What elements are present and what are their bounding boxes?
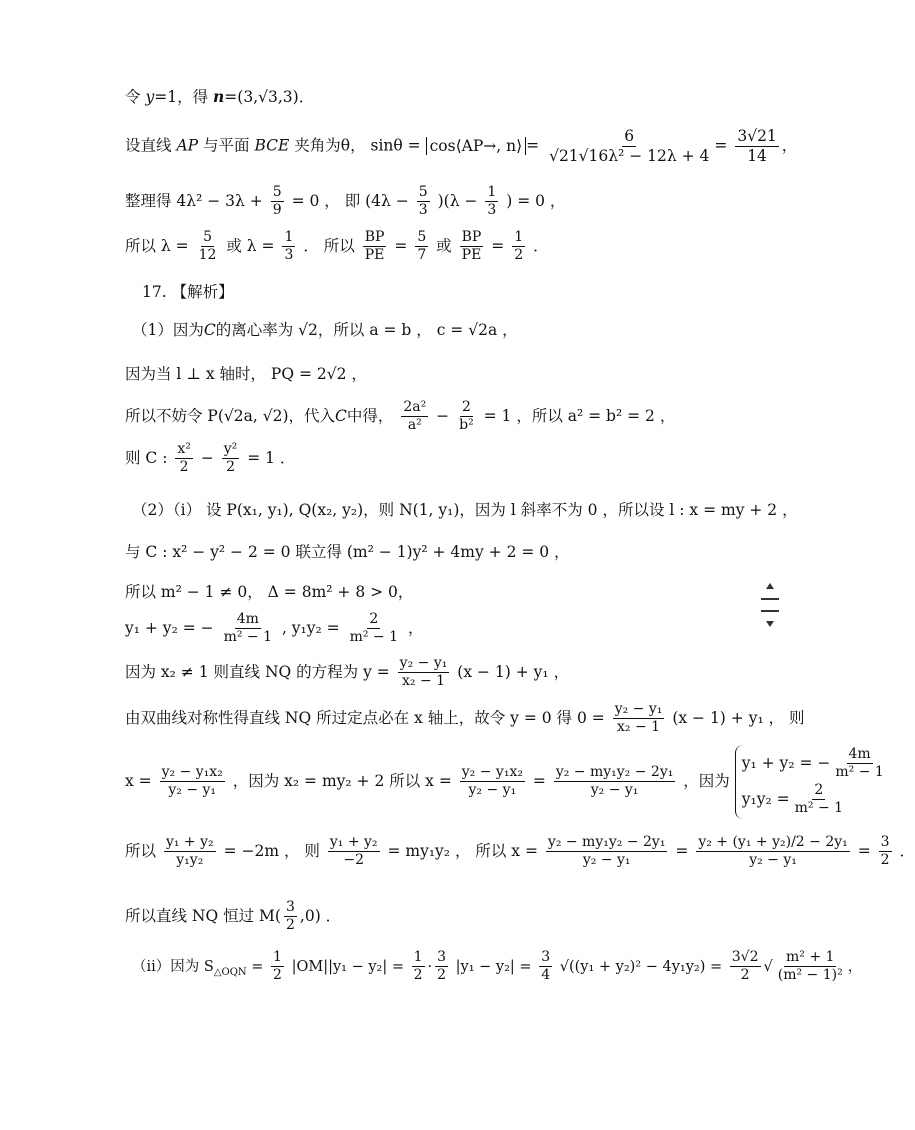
text: = 0 ， 即 (4λ − — [291, 191, 409, 210]
equation-system — [735, 745, 889, 819]
fraction: $\frac{5}{7}$ — [417, 229, 427, 264]
text: 或 λ = — [226, 236, 275, 255]
fraction: $\frac{\text{y₂ + (y₁ + y₂)/2 − 2y₁}}{\text{y₂ − y₁}}$ — [698, 834, 848, 869]
text: 所以 λ = — [125, 236, 189, 255]
text: y₁ + y₂ = − — [125, 618, 214, 637]
text: = 1 ，所以 a² = b² = 2 ， — [483, 406, 676, 425]
arrow-up-icon — [766, 583, 774, 589]
fraction: $\frac{\text{y₂ − my₁y₂ − 2y₁}}{\text{y₂ − y₁}}$ — [547, 834, 666, 869]
line-7: 因为当 l ⊥ x 轴时， PQ = 2√2 ， — [125, 365, 367, 383]
text: ， — [781, 136, 798, 155]
text: 设直线 — [125, 136, 172, 155]
text: ，因为 x₂ = my₂ + 2 所以 x = — [232, 771, 452, 790]
line-2 — [125, 128, 797, 165]
line-15 — [125, 702, 805, 736]
text: AP — [176, 136, 199, 155]
fraction: $\frac{3√2}{2}$ — [731, 949, 759, 984]
text: √((y₁ + y₂)² − 4y₁y₂) = — [559, 958, 723, 975]
text: 则 C : — [125, 448, 168, 467]
text: ． — [899, 841, 915, 860]
text: n — [213, 87, 225, 106]
text: = my₁y₂ ， 所以 x = — [387, 841, 538, 860]
line-1 — [125, 85, 314, 107]
text: = — [675, 841, 689, 860]
line-12: 所以 m² − 1 ≠ 0， Δ = 8m² + 8 > 0， — [125, 583, 414, 601]
line-14 — [125, 656, 569, 690]
text: = 1 ． — [247, 448, 296, 467]
text: 因为 x₂ ≠ 1 则直线 NQ 的方程为 y = — [125, 662, 390, 681]
text: = — [491, 236, 505, 255]
line-6 — [132, 318, 518, 340]
section-heading-17: 17. 【解析】 — [142, 283, 234, 301]
fraction: $\frac{\text{y₂ − y₁x₂}}{\text{y₂ − y₁}}$ — [461, 763, 523, 799]
text: 夹角为θ， sinθ = — [294, 136, 421, 155]
text: =1，得 — [154, 88, 209, 106]
fraction: $\frac{3}{2}$ — [880, 834, 890, 869]
text: = — [394, 236, 408, 255]
text: =(3,√3,3)． — [224, 88, 315, 106]
text: BCE — [254, 136, 290, 155]
text: = — [857, 841, 871, 860]
text: x = — [125, 771, 152, 790]
arrow-down-icon — [766, 621, 774, 627]
fraction: $\frac{5}{9}$ — [272, 184, 282, 219]
text: |y₁ − y₂| = — [455, 958, 532, 975]
fraction: $\frac{\text{y₂ − y₁x₂}}{\text{y₂ − y₁}}$ — [161, 763, 223, 799]
text: 整理得 4λ² − 3λ + — [125, 191, 263, 210]
text: , y₁y₂ = — [281, 618, 340, 637]
fraction: $\frac{BP}{PE}$ — [364, 229, 385, 264]
text: 所以不妨令 P(√2a, √2)，代入 — [125, 406, 336, 425]
line-9 — [125, 442, 295, 476]
bar — [761, 598, 779, 600]
fraction: $\frac{\text{y₂ − y₁}}{\text{x₂ − 1}}$ — [399, 655, 448, 690]
system-row: y₁y₂ = $\frac{2}{\text{m² − 1}}$ — [741, 781, 844, 817]
text: ， — [847, 958, 863, 975]
text: √ — [763, 958, 773, 975]
bar — [761, 610, 779, 612]
text: 中得， — [346, 406, 394, 425]
text: （ii）因为 S — [132, 958, 214, 975]
text: = — [532, 771, 546, 790]
text: − — [436, 406, 450, 425]
fraction: $\frac{\text{y₂ − y₁}}{\text{x₂ − 1}}$ — [614, 701, 663, 736]
fraction: $\frac{1}{3}$ — [487, 184, 497, 219]
system-row: y₁ + y₂ = − $\frac{4m}{\text{m² − 1}}$ — [741, 746, 884, 781]
text: ，因为 — [683, 771, 730, 790]
line-4 — [125, 230, 549, 264]
text: · — [427, 958, 433, 975]
text: 所以直线 NQ 恒过 M( — [125, 906, 281, 925]
fraction: $\frac{\text{y₂ − my₁y₂ − 2y₁}}{\text{y₂ − y₁}}$ — [555, 763, 674, 799]
fraction: $\frac{\text{m² + 1}}{\text{(m² − 1)²}}$ — [777, 949, 843, 984]
text: ,0) ． — [299, 906, 342, 925]
fraction: $\frac{1}{2}$ — [273, 949, 282, 984]
text: C — [203, 321, 216, 339]
text: 所以 — [125, 841, 157, 860]
fraction: $\frac{2}{\text{m² − 1}}$ — [349, 611, 399, 646]
text: )(λ − — [437, 191, 478, 210]
text: = — [526, 136, 540, 155]
text: 由双曲线对称性得直线 NQ 所过定点必在 x 轴上，故令 y = 0 得 0 = — [125, 708, 605, 727]
line-17 — [125, 835, 915, 869]
fraction: $\frac{\text{y₁ + y₂}}{\text{y₁y₂}}$ — [165, 834, 214, 869]
fraction: $\frac{3}{4}$ — [541, 949, 551, 984]
fraction: $\frac{1}{2}$ — [413, 949, 423, 984]
text: y — [145, 88, 155, 106]
fraction: $\frac{5}{3}$ — [418, 184, 428, 219]
text: C — [335, 406, 347, 425]
text: = — [251, 958, 264, 975]
fraction: $\frac{2}{\text{b²}}$ — [459, 399, 474, 434]
fraction: $\frac{3}{2}$ — [437, 949, 447, 984]
fraction: $\frac{\text{y₁ + y₂}}{-2}$ — [329, 834, 378, 869]
text: 或 — [436, 236, 452, 255]
line-10: （2）（i） 设 P(x₁, y₁), Q(x₂, y₂)，则 N(1, y₁)，因为 l 斜率不为 0 ，所以设 l : x = my + 2 ， — [132, 501, 798, 519]
text: |OM||y₁ − y₂| = — [291, 958, 404, 975]
text: 与平面 — [203, 136, 250, 155]
text: = — [714, 136, 728, 155]
fraction: $\frac{1}{3}$ — [284, 229, 294, 264]
line-19 — [132, 950, 862, 984]
fraction: $\frac{6}{\text{√21√16λ² − 12λ + 4}}$ — [549, 127, 710, 166]
text: (x − 1) + y₁ ， 则 — [672, 708, 805, 727]
line-3 — [125, 185, 565, 219]
scroll-updown-icon[interactable] — [760, 583, 780, 627]
text: 令 — [125, 88, 141, 106]
text: ． 所以 — [303, 236, 355, 255]
text: (x − 1) + y₁ ， — [457, 662, 570, 681]
abs-expression: cos⟨AP→, n⟩ — [426, 137, 527, 155]
line-11: 与 C : x² − y² − 2 = 0 联立得 (m² − 1)y² + 4my + 2 = 0 ， — [125, 543, 570, 561]
fraction: $\frac{\text{y²}}{2}$ — [223, 441, 238, 476]
line-16 — [125, 745, 889, 819]
line-8 — [125, 400, 675, 434]
text: （1）因为 — [132, 321, 204, 339]
fraction: $\frac{3}{2}$ — [285, 899, 295, 934]
line-18 — [125, 900, 341, 934]
fraction: $\frac{5}{12}$ — [198, 229, 217, 264]
fraction: $\frac{\text{x²}}{2}$ — [177, 441, 191, 476]
fraction: $\frac{3√21}{14}$ — [737, 127, 777, 166]
text: ． — [533, 236, 549, 255]
text: = −2m ， 则 — [223, 841, 320, 860]
text: − — [200, 448, 214, 467]
fraction: $\frac{1}{2}$ — [514, 229, 524, 264]
line-13 — [125, 612, 423, 646]
fraction: $\frac{4m}{\text{m² − 1}}$ — [223, 611, 272, 646]
fraction: $\frac{BP}{PE}$ — [461, 229, 482, 264]
text: 的离心率为 √2，所以 a = b ， c = √2a ， — [215, 321, 518, 339]
text: △OQN — [213, 966, 247, 978]
text: ， — [407, 618, 424, 637]
fraction: $\frac{\text{2a²}}{\text{a²}}$ — [403, 399, 427, 434]
text: ) = 0 ， — [506, 191, 566, 210]
